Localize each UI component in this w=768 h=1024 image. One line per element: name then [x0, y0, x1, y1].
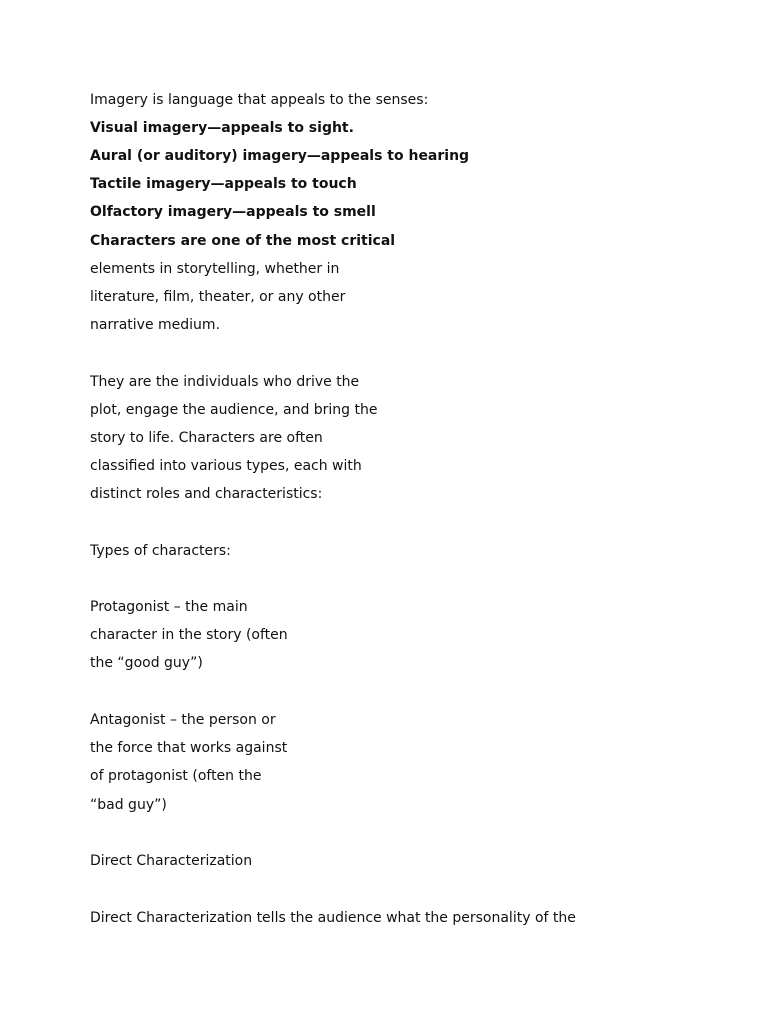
direct-characterization-line: Direct Characterization tells the audience what the personality of the — [90, 910, 576, 926]
intro-line: Imagery is language that appeals to the senses: — [90, 92, 429, 108]
paragraph-line: literature, film, theater, or any other — [90, 289, 346, 305]
direct-characterization-heading: Direct Characterization — [90, 853, 253, 869]
paragraph-line: They are the individuals who drive the — [90, 374, 360, 390]
characters-heading-line: Characters are one of the most critical — [90, 233, 396, 249]
tactile-imagery-line: Tactile imagery—appeals to touch — [90, 176, 357, 192]
paragraph-line: narrative medium. — [90, 317, 221, 333]
antagonist-line: the force that works against — [90, 740, 288, 756]
paragraph-line: story to life. Characters are often — [90, 430, 323, 446]
protagonist-line: Protagonist – the main — [90, 599, 248, 615]
protagonist-line: character in the story (often — [90, 627, 288, 643]
olfactory-imagery-line: Olfactory imagery—appeals to smell — [90, 204, 376, 220]
protagonist-line: the “good guy”) — [90, 655, 203, 671]
aural-imagery-line: Aural (or auditory) imagery—appeals to hearing — [90, 148, 470, 164]
antagonist-line: of protagonist (often the — [90, 768, 262, 784]
types-heading-line: Types of characters: — [90, 543, 231, 559]
visual-imagery-line: Visual imagery—appeals to sight. — [90, 120, 354, 136]
paragraph-line: distinct roles and characteristics: — [90, 486, 323, 502]
antagonist-line: “bad guy”) — [90, 797, 167, 813]
paragraph-line: elements in storytelling, whether in — [90, 261, 340, 277]
paragraph-line: classified into various types, each with — [90, 458, 362, 474]
paragraph-line: plot, engage the audience, and bring the — [90, 402, 378, 418]
antagonist-line: Antagonist – the person or — [90, 712, 276, 728]
